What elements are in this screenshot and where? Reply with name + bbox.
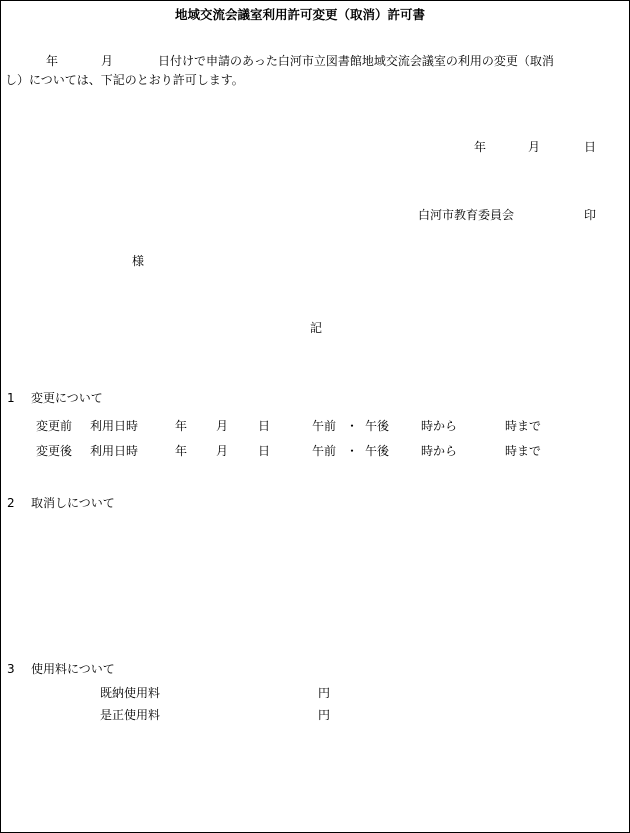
row-day: 日 — [258, 444, 271, 458]
date-day: 日 — [584, 140, 597, 154]
fee-label: 既納使用料 — [100, 686, 161, 700]
row-from: 時から — [421, 419, 458, 433]
row-year: 年 — [175, 419, 188, 433]
fee-unit: 円 — [318, 708, 331, 722]
section1-heading: 変更について — [31, 391, 103, 405]
row-am: 午前 — [312, 444, 337, 458]
section1-number: 1 — [7, 391, 15, 405]
intro-year: 年 — [46, 54, 59, 68]
row-label: 変更前 — [36, 419, 73, 433]
row-until: 時まで — [505, 444, 542, 458]
fee-unit: 円 — [318, 686, 331, 700]
row-month: 月 — [216, 419, 229, 433]
intro-line2: し）については、下記のとおり許可します。 — [5, 73, 244, 87]
issuer-seal: 印 — [584, 208, 597, 222]
recipient-honorific: 様 — [132, 254, 145, 268]
row-year: 年 — [175, 444, 188, 458]
row-pm: 午後 — [365, 444, 390, 458]
row-use-date: 利用日時 — [90, 419, 139, 433]
row-day: 日 — [258, 419, 271, 433]
row-dot: ・ — [346, 444, 359, 458]
row-month: 月 — [216, 444, 229, 458]
row-label: 変更後 — [36, 444, 73, 458]
section2-heading: 取消しについて — [31, 496, 115, 510]
document-title: 地域交流会議室利用許可変更（取消）許可書 — [175, 7, 426, 22]
row-use-date: 利用日時 — [90, 444, 139, 458]
section3-heading: 使用料について — [31, 662, 115, 676]
date-year: 年 — [474, 140, 487, 154]
intro-line1: 日付けで申請のあった白河市立図書館地域交流会議室の利用の変更（取消 — [158, 54, 554, 68]
fee-label: 是正使用料 — [100, 708, 161, 722]
ki-label: 記 — [310, 321, 323, 335]
row-until: 時まで — [505, 419, 542, 433]
issuer-name: 白河市教育委員会 — [418, 208, 515, 222]
row-pm: 午後 — [365, 419, 390, 433]
section2-number: 2 — [7, 496, 15, 510]
row-from: 時から — [421, 444, 458, 458]
row-am: 午前 — [312, 419, 337, 433]
intro-month: 月 — [101, 54, 114, 68]
date-month: 月 — [528, 140, 541, 154]
section3-number: 3 — [7, 662, 15, 676]
row-dot: ・ — [346, 419, 359, 433]
